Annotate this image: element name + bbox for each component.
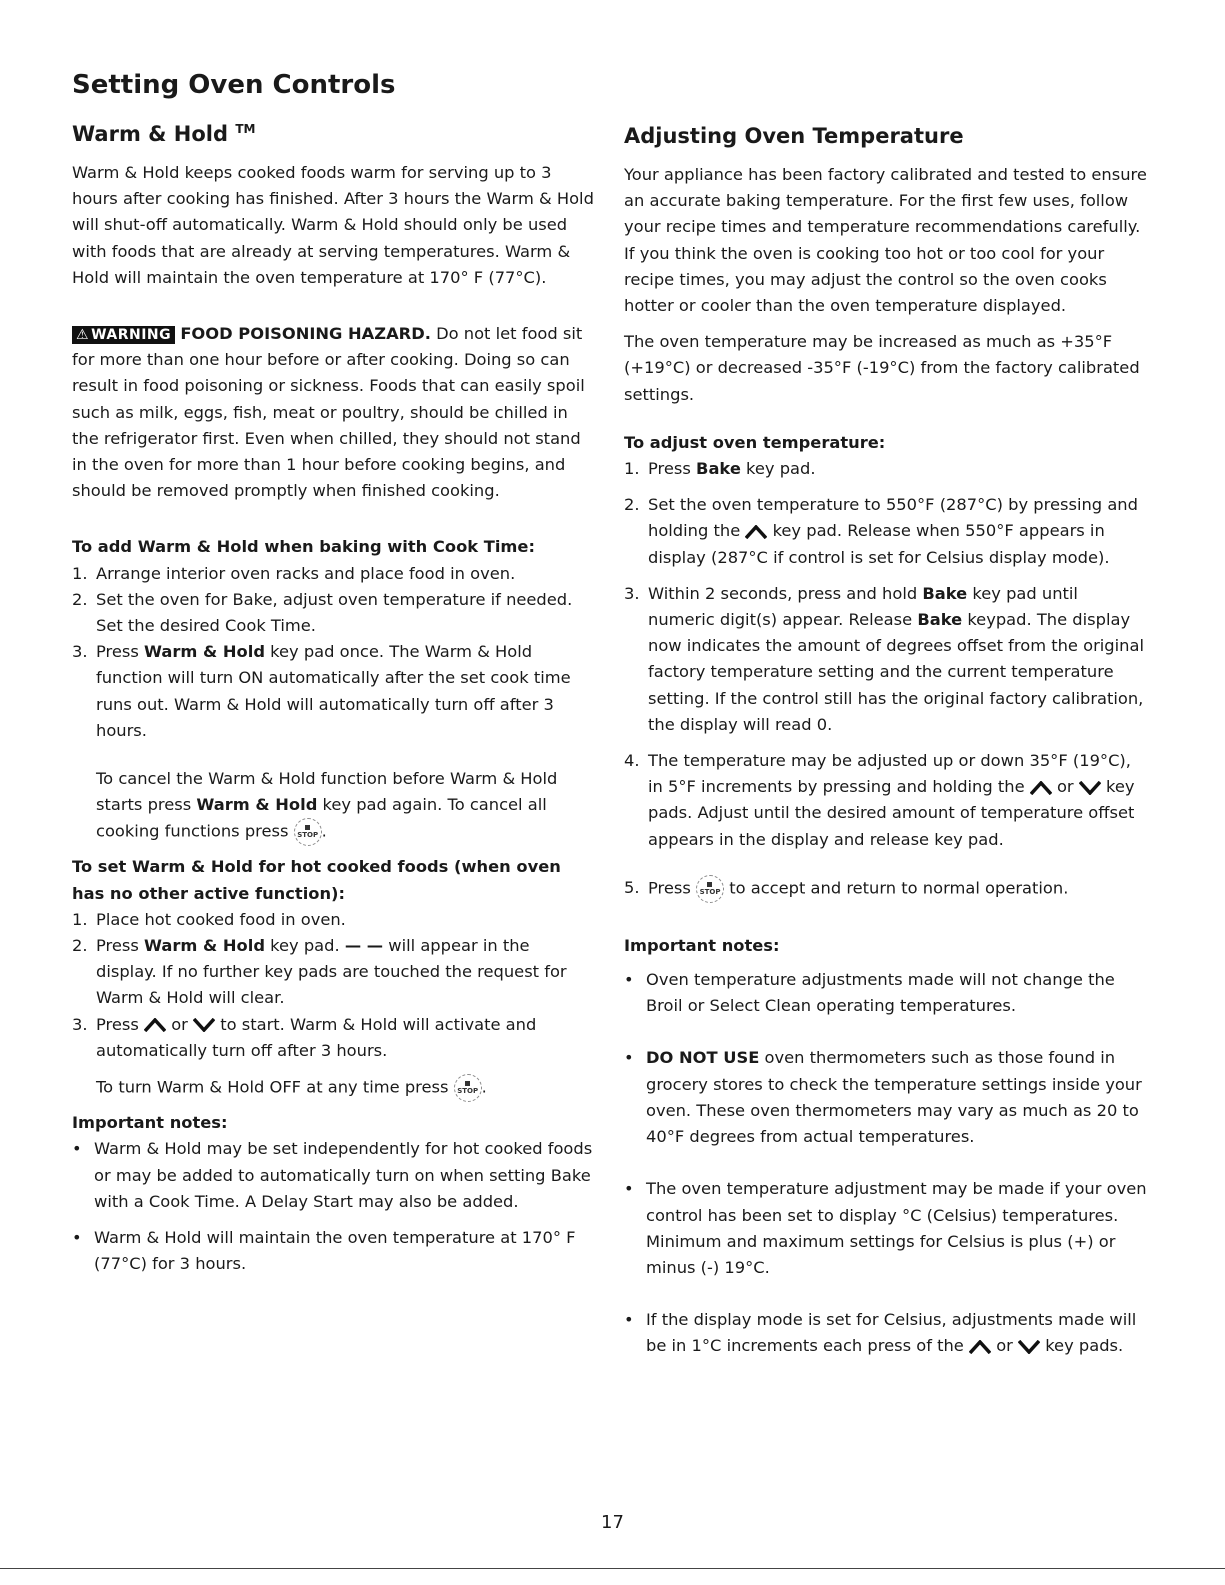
left-notes-list bbox=[72, 1136, 594, 1277]
list-item: • Warm & Hold will maintain the oven temperature at 170° F (77°C) for 3 hours. bbox=[72, 1227, 576, 1274]
bottom-rule bbox=[0, 1568, 1225, 1569]
list-item: 3. Press Warm & Hold key pad once. The Warm & Hold function will turn ON automatically after the set cook time runs out. Warm & Hold will automatically turn off after 3 hours. bbox=[72, 642, 571, 740]
stop-icon: STOP bbox=[696, 875, 724, 903]
list-item: • DO NOT USE oven thermometers such as those found in grocery stores to check the temperature settings inside your oven. These oven thermometers may vary as much as 20 to 40°F degrees from actual temperatures. bbox=[624, 1048, 1142, 1147]
dashes-display: — — bbox=[344, 936, 384, 956]
cancel-paragraph: To cancel the Warm & Hold function before Warm & Hold starts press Warm & Hold key pad again. To cancel all cooking functions press STOP . bbox=[72, 766, 594, 846]
page-number: 17 bbox=[601, 1512, 624, 1533]
list-item: 5. Press STOP to accept and return to normal operation. bbox=[624, 875, 1149, 903]
left-column bbox=[72, 122, 594, 1277]
up-arrow-icon bbox=[1030, 781, 1052, 795]
page-title: Setting Oven Controls bbox=[72, 70, 396, 100]
adjust-heading: Adjusting Oven Temperature bbox=[624, 124, 964, 148]
right-column bbox=[624, 124, 1149, 1360]
up-arrow-icon bbox=[969, 1340, 991, 1354]
adjust-intro-1: Your appliance has been factory calibrated and tested to ensure an accurate baking temperature. For the first few uses, follow your recipe times and temperature recommendations carefully. If you think the oven is cooking too hot or too cool for your recipe times, you may adjust the control so the oven cooks hotter or cooler than the oven temperature displayed. bbox=[624, 165, 1147, 316]
warning-triangle-icon: ⚠ bbox=[76, 327, 90, 344]
warm-hold-intro: Warm & Hold keeps cooked foods warm for serving up to 3 hours after cooking has finished. After 3 hours the Warm & Hold will shut-off automatically. Warm & Hold should only be used with foods that are already at serving temperatures. Warm & Hold will maintain the oven temperature at 170° F (77°C). bbox=[72, 163, 594, 287]
list-item: 1. Arrange interior oven racks and place food in oven. bbox=[72, 563, 516, 583]
up-arrow-icon bbox=[745, 525, 767, 539]
list-item: 3. Press or to start. Warm & Hold will activate and automatically turn off after 3 hours. bbox=[72, 1014, 537, 1060]
list-item: 2. Set the oven temperature to 550°F (287°C) by pressing and holding the key pad. Release when 550°F appears in display (287°C if control is set for Celsius display mode). bbox=[624, 495, 1138, 567]
stop-icon: STOP bbox=[454, 1074, 482, 1102]
list-item: • The oven temperature adjustment may be made if your oven control has been set to display °C (Celsius) temperatures. Minimum and maximum settings for Celsius is plus (+) or minus (-) 19°C. bbox=[624, 1179, 1147, 1277]
list-item: 4. The temperature may be adjusted up or down 35°F (19°C), in 5°F increments by pressing and holding the or key pads. Adjust until the desired amount of temperature offset appears in the display and release key pad. bbox=[624, 751, 1135, 849]
warning-text: Do not let food sit for more than one hour before or after cooking. Doing so can result in food poisoning or sickness. Foods that can easily spoil such as milk, eggs, fish, meat or poultry, should be chilled in the refrigerator first. Even when chilled, they should not stand in the oven for more than 1 hour before cooking begins, and should be removed promptly when finished cooking. bbox=[72, 324, 585, 501]
list-item: • If the display mode is set for Celsius, adjustments made will be in 1°C increments each press of the or key pads. bbox=[624, 1310, 1137, 1356]
warning-badge: ⚠ WARNING bbox=[72, 326, 175, 344]
turn-off-paragraph: To turn Warm & Hold OFF at any time press STOP . bbox=[72, 1074, 594, 1102]
down-arrow-icon bbox=[1018, 1340, 1040, 1354]
stop-icon: STOP bbox=[294, 818, 322, 846]
adjust-steps bbox=[624, 456, 1149, 903]
warning-title: FOOD POISONING HAZARD. bbox=[180, 324, 431, 344]
list-item: • Warm & Hold may be set independently for hot cooked foods or may be added to automatically turn on when setting Bake with a Cook Time. A Delay Start may also be added. bbox=[72, 1139, 593, 1211]
right-notes-heading: Important notes: bbox=[624, 935, 780, 955]
set-warm-hold-steps bbox=[72, 907, 594, 1064]
adjust-intro-2: The oven temperature may be increased as much as +35°F (+19°C) or decreased -35°F (-19°C) from the factory calibrated settings. bbox=[624, 332, 1140, 404]
list-item: • Oven temperature adjustments made will not change the Broil or Select Clean operating temperatures. bbox=[624, 970, 1115, 1016]
list-item: 2. Set the oven for Bake, adjust oven temperature if needed. Set the desired Cook Time. bbox=[72, 589, 573, 636]
list-item: 1. Press Bake key pad. bbox=[624, 459, 816, 479]
list-item: 1. Place hot cooked food in oven. bbox=[72, 909, 346, 929]
left-notes-heading: Important notes: bbox=[72, 1113, 228, 1133]
warning-paragraph bbox=[72, 321, 594, 504]
down-arrow-icon bbox=[193, 1018, 215, 1032]
add-warm-hold-heading: To add Warm & Hold when baking with Cook Time: bbox=[72, 537, 535, 557]
warm-hold-heading: Warm & Hold ™ bbox=[72, 122, 256, 146]
list-item: 2. Press Warm & Hold key pad. — — will appear in the display. If no further key pads are touched the request for Warm & Hold will clear. bbox=[72, 936, 567, 1008]
add-warm-hold-steps bbox=[72, 561, 594, 744]
right-notes-list bbox=[624, 967, 1149, 1359]
set-warm-hold-heading: To set Warm & Hold for hot cooked foods (when oven has no other active function): bbox=[72, 857, 561, 903]
up-arrow-icon bbox=[144, 1018, 166, 1032]
list-item: 3. Within 2 seconds, press and hold Bake key pad until numeric digit(s) appear. Release Bake keypad. The display now indicates the amount of degrees offset from the original factory temperature setting and the current temperature setting. If the control still has the original factory calibration, the display will read 0. bbox=[624, 583, 1144, 734]
down-arrow-icon bbox=[1079, 781, 1101, 795]
adjust-steps-heading: To adjust oven temperature: bbox=[624, 432, 886, 452]
